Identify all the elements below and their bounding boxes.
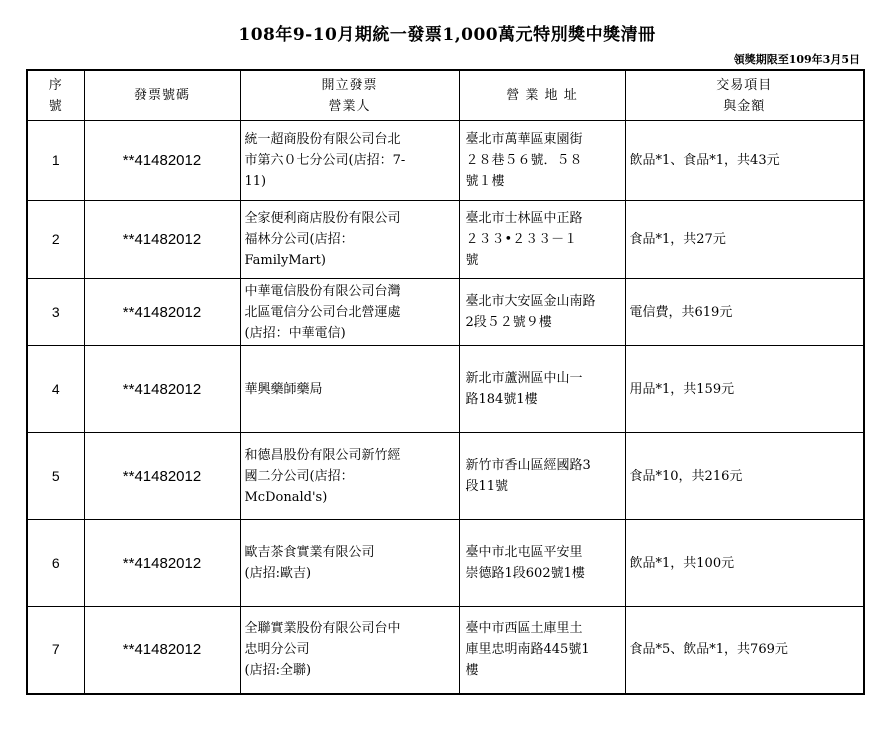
- header-invoice: 發票號碼: [84, 70, 240, 121]
- header-issuer-line-2: 營業人: [328, 98, 371, 114]
- cell-address: [459, 279, 625, 346]
- cell-issuer: [240, 201, 459, 279]
- cell-invoice-number: **41482012: [84, 346, 240, 433]
- cell-issuer: [240, 121, 459, 201]
- address-line: 新北市蘆洲區中山一: [465, 371, 583, 386]
- cell-address: [459, 201, 625, 279]
- table-row: [27, 433, 864, 520]
- cell-invoice-number: **41482012: [84, 433, 240, 520]
- cell-address: [459, 433, 625, 520]
- cell-items: 飲品*1、食品*1，共43元: [625, 121, 864, 201]
- table-row: [27, 520, 864, 607]
- cell-invoice-number: **41482012: [84, 121, 240, 201]
- address-line: 段11號: [465, 479, 509, 494]
- issuer-line: 忠明分公司: [244, 642, 310, 658]
- cell-issuer: [240, 607, 459, 694]
- cell-items: 用品*1，共159元: [625, 346, 864, 433]
- table-row: [27, 279, 864, 346]
- table-row: [27, 346, 864, 433]
- header-items: [625, 70, 864, 121]
- address-line: 號: [465, 253, 479, 268]
- issuer-line: 華興藥師藥局: [244, 381, 323, 397]
- cell-seq: 4: [27, 346, 84, 433]
- header-seq-line-1: 序: [48, 77, 63, 93]
- address-line: ２３３•２３３－１: [465, 232, 578, 247]
- header-issuer: [240, 70, 459, 121]
- address-line: 路184號1樓: [465, 392, 538, 407]
- header-items-line-1: 交易項目: [716, 77, 773, 93]
- address-line: 臺北市大安區金山南路: [465, 294, 596, 309]
- issuer-line: 全家便利商店股份有限公司: [244, 211, 401, 226]
- issuer-line: 統一超商股份有限公司台北: [244, 132, 401, 147]
- address-line: 庫里忠明南路445號1: [465, 642, 590, 658]
- cell-address: [459, 520, 625, 607]
- cell-address: [459, 607, 625, 694]
- issuer-line: 全聯實業股份有限公司台中: [244, 621, 401, 637]
- issuer-line: (店招:全聯): [244, 663, 312, 679]
- cell-items: 食品*1，共27元: [625, 201, 864, 279]
- address-line: 臺北市士林區中正路: [465, 211, 583, 226]
- address-line: ２８巷５６號．５８: [465, 153, 583, 168]
- cell-seq: 1: [27, 121, 84, 201]
- cell-seq: 7: [27, 607, 84, 694]
- cell-invoice-number: **41482012: [84, 201, 240, 279]
- cell-items: 電信費，共619元: [625, 279, 864, 346]
- issuer-line: (店招:歐吉): [244, 566, 312, 581]
- cell-seq: 2: [27, 201, 84, 279]
- address-line: 號１樓: [465, 174, 505, 189]
- table-row: [27, 121, 864, 201]
- issuer-line: 歐吉茶食實業有限公司: [244, 545, 375, 560]
- cell-seq: 3: [27, 279, 84, 346]
- cell-seq: 6: [27, 520, 84, 607]
- header-seq-line-2: 號: [48, 98, 63, 114]
- cell-issuer: [240, 346, 459, 433]
- header-seq: [27, 70, 84, 121]
- cell-items: 飲品*1，共100元: [625, 520, 864, 607]
- issuer-line: 市第六０七分公司(店招：7-: [244, 153, 406, 168]
- address-line: 樓: [465, 663, 479, 679]
- cell-seq: 5: [27, 433, 84, 520]
- cell-issuer: [240, 520, 459, 607]
- cell-invoice-number: **41482012: [84, 607, 240, 694]
- issuer-line: 福林分公司(店招：: [244, 232, 354, 247]
- address-line: 臺中市北屯區平安里: [465, 545, 583, 560]
- claim-deadline: 領獎期限至109年3月5日: [733, 53, 860, 66]
- address-line: 臺中市西區土庫里土: [465, 621, 583, 637]
- table-row: [27, 607, 864, 694]
- table-header-row: [27, 70, 864, 121]
- cell-address: [459, 121, 625, 201]
- header-issuer-line-1: 開立發票: [321, 77, 378, 93]
- issuer-line: 中華電信股份有限公司台灣: [244, 283, 401, 299]
- cell-issuer: [240, 279, 459, 346]
- page-title: 108年9-10月期統一發票1,000萬元特別獎中獎清冊: [238, 25, 656, 45]
- header-address: 營 業 地 址: [459, 70, 625, 121]
- issuer-line: McDonald's): [244, 489, 328, 505]
- cell-issuer: [240, 433, 459, 520]
- cell-address: [459, 346, 625, 433]
- cell-invoice-number: **41482012: [84, 520, 240, 607]
- cell-items: 食品*5、飲品*1，共769元: [625, 607, 864, 694]
- issuer-line: FamilyMart): [244, 253, 326, 268]
- winners-table: [26, 69, 865, 695]
- issuer-line: (店招：中華電信): [244, 325, 346, 341]
- issuer-line: 和德昌股份有限公司新竹經: [244, 447, 401, 463]
- issuer-line: 11): [244, 174, 267, 189]
- address-line: 新竹市香山區經國路3: [465, 458, 591, 473]
- cell-items: 食品*10，共216元: [625, 433, 864, 520]
- table-row: [27, 201, 864, 279]
- cell-invoice-number: **41482012: [84, 279, 240, 346]
- issuer-line: 國二分公司(店招：: [244, 468, 354, 484]
- header-items-line-2: 與金額: [723, 98, 766, 114]
- address-line: 2段５２號９樓: [465, 315, 552, 330]
- address-line: 臺北市萬華區東園街: [465, 132, 583, 147]
- address-line: 崇德路1段602號1樓: [465, 566, 585, 581]
- issuer-line: 北區電信分公司台北營運處: [244, 304, 401, 320]
